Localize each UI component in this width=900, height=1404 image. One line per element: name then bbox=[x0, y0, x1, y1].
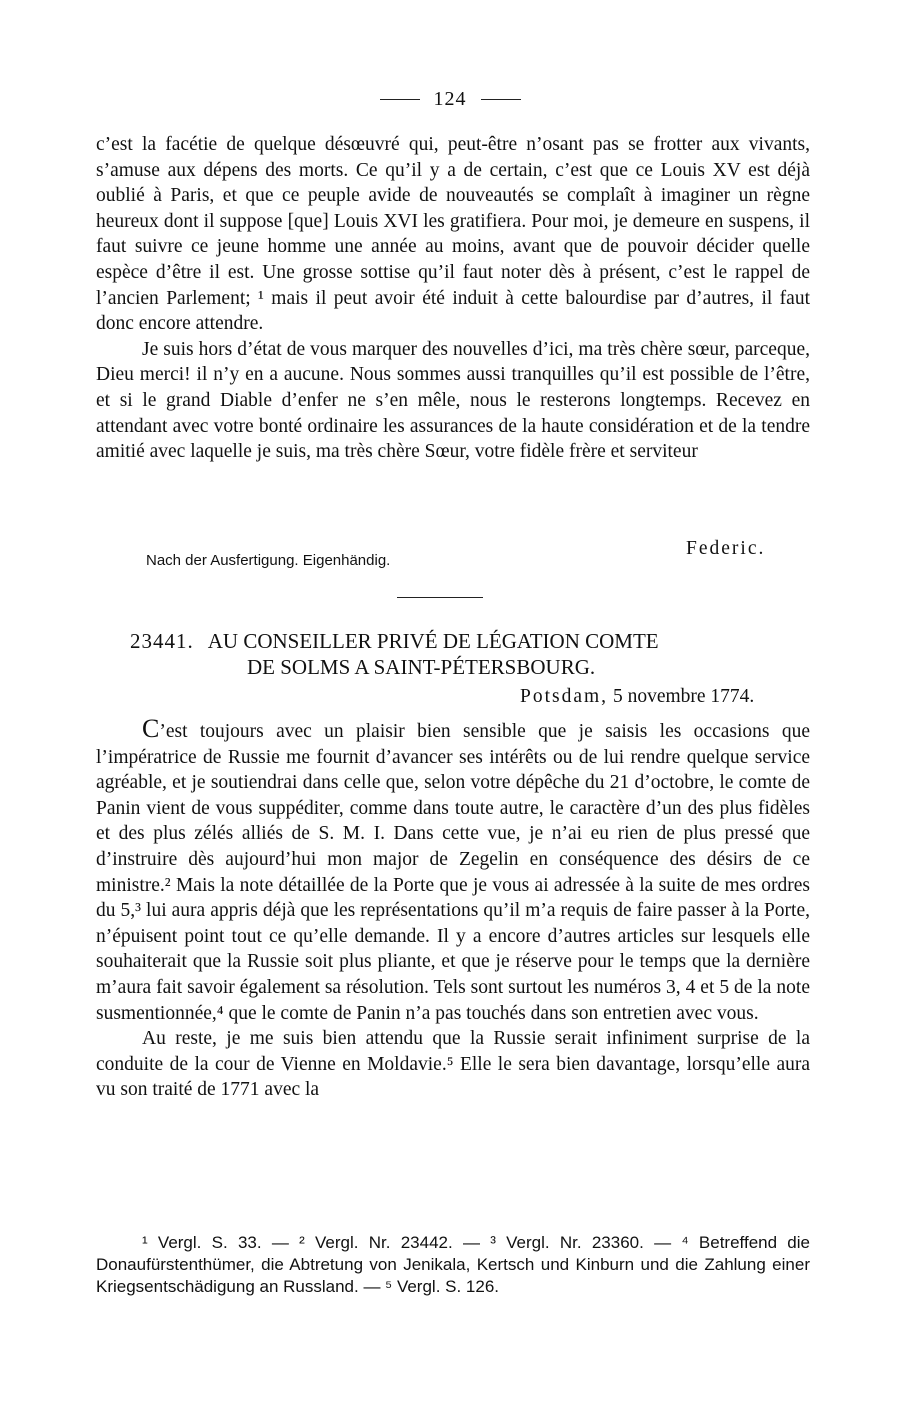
header-rule-right bbox=[481, 99, 521, 100]
date: 5 novembre 1774. bbox=[612, 686, 755, 707]
document-number: 23441. bbox=[130, 629, 194, 653]
footnotes bbox=[96, 1232, 810, 1298]
section-separator bbox=[397, 597, 483, 598]
initial-letter: C bbox=[142, 714, 160, 743]
letter-continuation bbox=[96, 132, 810, 465]
source-note: Nach der Ausfertigung. Eigenhändig. bbox=[146, 552, 391, 569]
document-body bbox=[96, 716, 810, 1103]
signature: Federic. bbox=[686, 538, 766, 559]
document-paragraph-1-text: ’est toujours avec un plaisir bien sensible que je saisis les occasions que l’impératrice de Russie me fournit d’avancer ses intérêts ou de lui rendre quelque service agréable, et je soutiendrai dans celle que, selon votre dépêche du 21 d’octobre, le comte de Panin vient de vous suppéditer, comme dans toute autre, le caractère d’un des plus fidèles et des plus zélés alliés de S. M. I. Dans cette vue, je n’ai eu rien de plus pressé que d’instruire dès aujourd’hui mon major de Zegelin en conséquence des désirs de ce ministre.² Mais la note détaillée de la Porte que je vous ai adressée à la suite de mes ordres du 5,³ lui aura appris déjà que les représentations qu’il m’a requis de faire passer à la Porte, n’épuisent point tout ce qu’elle demande. Il y a encore d’autres articles sur lesquels elle souhaiterait que la Russie soit plus pliante, et que je réserve pour le temps que la dernière m’aura fait savoir également sa résolution. Tels sont surtout les numéros 3, 4 et 5 de la note susmentionnée,⁴ que le comte de Panin n’a pas touchés dans son entretien avec vous. bbox=[96, 721, 810, 1024]
document-heading bbox=[130, 628, 659, 680]
place: Potsdam, bbox=[520, 686, 609, 707]
header-rule-left bbox=[380, 99, 420, 100]
footnote-text: ¹ Vergl. S. 33. — ² Vergl. Nr. 23442. — ³ Vergl. Nr. 23360. — ⁴ Betreffend die Donaufürstenthümer, die Abtretung von Jenikala, Kertsch und Kinburn und die Zahlung einer Kriegsentschädigung an Russland. — ⁵ Vergl. S. 126. bbox=[96, 1233, 810, 1296]
place-date bbox=[520, 686, 754, 708]
page-header bbox=[0, 88, 900, 111]
document-title-line-2: DE SOLMS A SAINT-PÉTERSBOURG. bbox=[247, 655, 596, 679]
document-paragraph-1 bbox=[96, 716, 810, 1026]
page-number: 124 bbox=[433, 88, 467, 110]
letter-paragraph-1: c’est la facétie de quelque désœuvré qui, peut-être n’osant pas se frotter aux vivants, s’amuse aux dépens des morts. Ce qu’il y a de certain, c’est que ce Louis XV est déjà oublié à Paris, et que ce peuple avide de nouveautés se complaît à imaginer un règne heureux dont il suppose [que] Louis XVI les gratifiera. Pour moi, je demeure en suspens, il faut suivre ce jeune homme une année au moins, avant que de pouvoir décider quelle espèce d’être il est. Une grosse sottise qu’il faut noter dès à présent, c’est le rappel de l’ancien Parlement; ¹ mais il peut avoir été induit à cette balourdise par d’autres, il faut donc encore attendre. bbox=[96, 134, 810, 335]
document-title-line-1: AU CONSEILLER PRIVÉ DE LÉGATION COMTE bbox=[207, 629, 659, 653]
document-paragraph-2: Au reste, je me suis bien attendu que la Russie serait infiniment surprise de la conduite de la cour de Vienne en Moldavie.⁵ Elle le sera bien davantage, lorsqu’elle aura vu son traité de 1771 avec la bbox=[96, 1028, 810, 1101]
letter-paragraph-2: Je suis hors d’état de vous marquer des nouvelles d’ici, ma très chère sœur, parceque, Dieu merci! il n’y en a aucune. Nous sommes aussi tranquilles qu’il est possible de l’être, et si le grand Diable d’enfer ne s’en mêle, nous le resterons longtemps. Recevez en attendant avec votre bonté ordinaire les assurances de la haute considération et de la tendre amitié avec laquelle je suis, ma très chère Sœur, votre fidèle frère et serviteur bbox=[96, 338, 810, 463]
